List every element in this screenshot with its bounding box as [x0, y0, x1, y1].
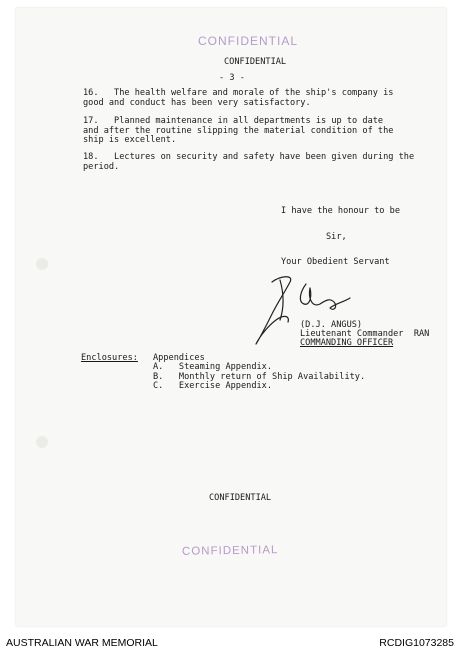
page-number: - 3 -	[219, 73, 245, 83]
header-classification: CONFIDENTIAL	[224, 57, 287, 67]
paragraph-17: 17. Planned maintenance in all departments is up to date and after the routine slipping the material condition of the ship is excellent.	[83, 116, 394, 145]
punch-hole	[36, 436, 48, 448]
punch-hole	[36, 258, 48, 270]
signatory-rank: Lieutenant Commander RAN	[300, 329, 430, 339]
enclosure-item: C. Exercise Appendix.	[153, 381, 273, 391]
closing-servant: Your Obedient Servant	[281, 257, 390, 267]
caption-id: RCDIG1073285	[379, 637, 454, 649]
signatory-name: (D.J. ANGUS)	[300, 320, 363, 330]
confidential-stamp-bottom: CONFIDENTIAL	[181, 544, 279, 558]
enclosures-heading: Appendices	[153, 353, 205, 363]
paragraph-18: 18. Lectures on security and safety have been given during the period.	[83, 152, 415, 172]
closing-honour: I have the honour to be	[281, 206, 400, 216]
confidential-stamp-top: CONFIDENTIAL	[198, 34, 299, 48]
enclosures-label: Enclosures:	[81, 353, 138, 363]
caption-source: AUSTRALIAN WAR MEMORIAL	[6, 637, 158, 649]
paragraph-16: 16. The health welfare and morale of the ship's company is good and conduct has been very satisfactory.	[83, 88, 394, 108]
footer-classification: CONFIDENTIAL	[209, 493, 272, 503]
enclosure-item: A. Steaming Appendix.	[153, 362, 273, 372]
closing-sir: Sir,	[326, 232, 347, 242]
enclosure-item: B. Monthly return of Ship Availability.	[153, 372, 366, 382]
archive-caption	[0, 632, 460, 654]
signatory-role: COMMANDING OFFICER	[300, 338, 394, 348]
